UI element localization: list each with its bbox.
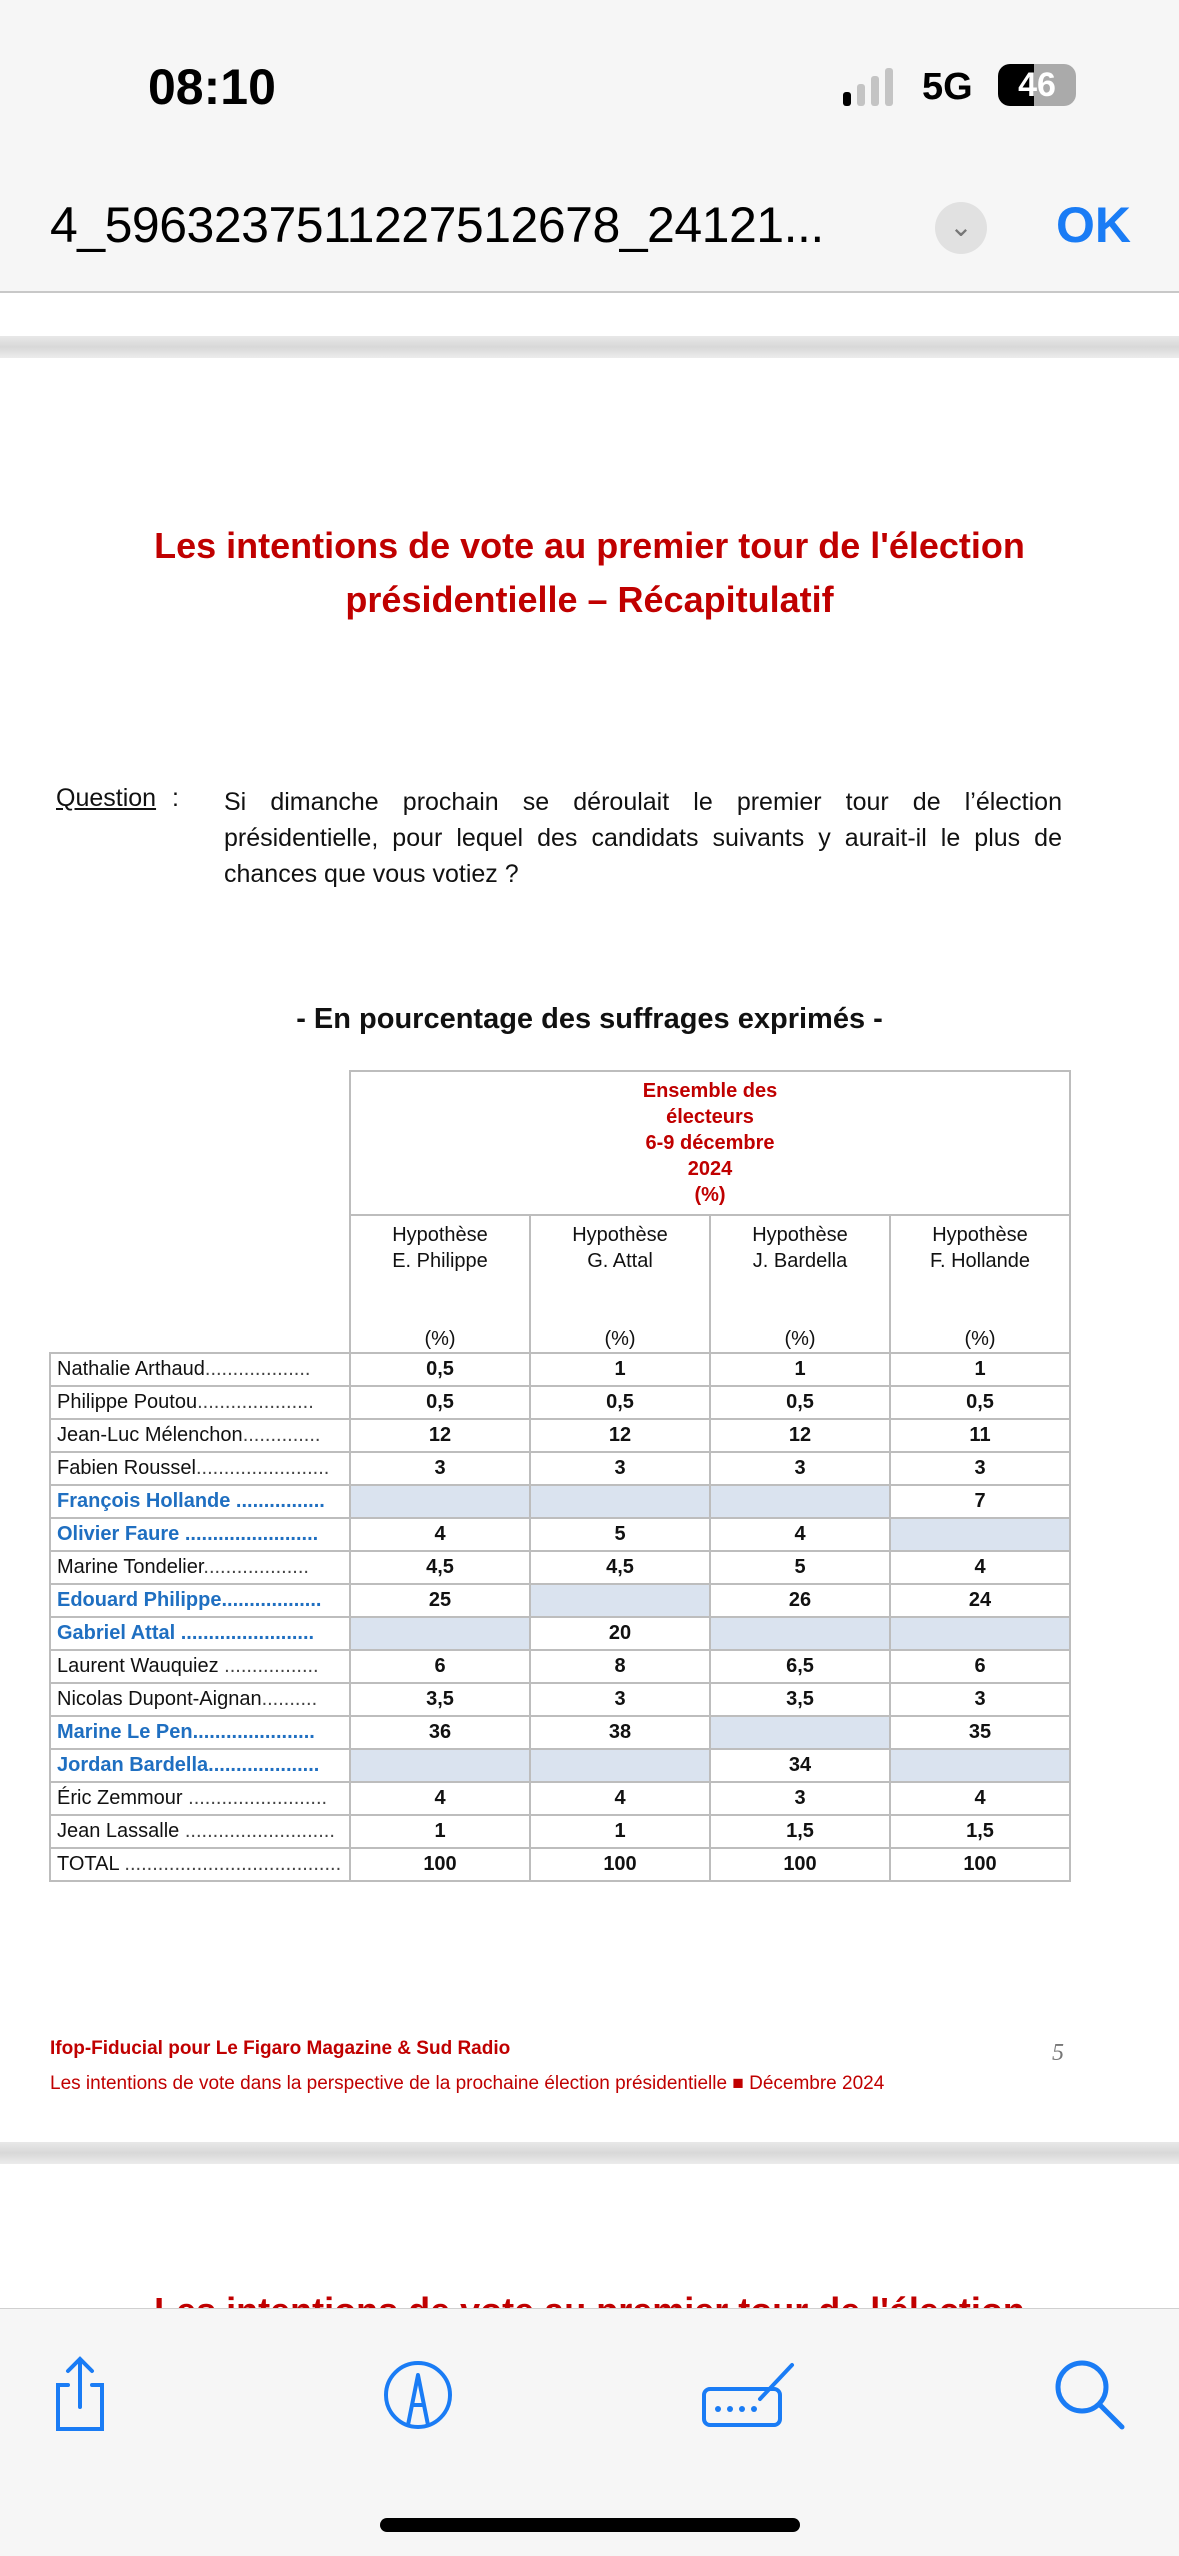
candidate-label: Marine Le Pen — [57, 1721, 193, 1743]
table-row — [50, 1386, 1070, 1419]
leader-dots: ........................... — [179, 1820, 335, 1842]
value-cell — [530, 1584, 710, 1617]
network-type: 5G — [922, 66, 973, 108]
value-cell: 100 — [350, 1848, 530, 1881]
table-row — [50, 1419, 1070, 1452]
page-title-line2: présidentielle – Récapitulatif — [345, 579, 834, 620]
value-cell: 3 — [350, 1452, 530, 1485]
value-cell: 7 — [890, 1485, 1070, 1518]
footer-date: Décembre 2024 — [749, 2073, 885, 2094]
footer-text: Les intentions de vote dans la perspective de la prochaine élection présidentielle — [50, 2073, 728, 2094]
leader-dots: .............. — [242, 1424, 321, 1446]
value-cell: 35 — [890, 1716, 1070, 1749]
group-header-line: (%) — [694, 1184, 726, 1206]
candidate-name — [50, 1683, 350, 1716]
value-cell: 12 — [710, 1419, 890, 1452]
document-filename[interactable]: 4_5963237511227512678_24121... — [50, 197, 824, 253]
candidate-name — [50, 1419, 350, 1452]
column-header — [710, 1215, 890, 1353]
value-cell: 6 — [350, 1650, 530, 1683]
candidate-name — [50, 1518, 350, 1551]
candidate-label: Laurent Wauquiez — [57, 1655, 219, 1677]
table-row — [50, 1650, 1070, 1683]
column-header-line: G. Attal — [587, 1250, 653, 1272]
column-header — [890, 1215, 1070, 1353]
value-cell: 26 — [710, 1584, 890, 1617]
column-header-line: E. Philippe — [392, 1250, 488, 1272]
table-row — [50, 1749, 1070, 1782]
value-cell: 12 — [350, 1419, 530, 1452]
candidate-label: Jean-Luc Mélenchon — [57, 1424, 243, 1446]
vote-intentions-table — [49, 1070, 1071, 1882]
leader-dots: ......................... — [182, 1787, 328, 1809]
table-row — [50, 1353, 1070, 1386]
value-cell: 5 — [710, 1551, 890, 1584]
candidate-name — [50, 1485, 350, 1518]
column-header-line: Hypothèse — [392, 1224, 488, 1246]
value-cell: 8 — [530, 1650, 710, 1683]
home-indicator[interactable] — [380, 2518, 800, 2532]
candidate-label: Nathalie Arthaud — [57, 1358, 205, 1380]
candidate-label: Gabriel Attal — [57, 1622, 176, 1644]
value-cell — [350, 1617, 530, 1650]
candidate-name — [50, 1848, 350, 1881]
value-cell: 4 — [350, 1782, 530, 1815]
value-cell: 100 — [530, 1848, 710, 1881]
blank-corner — [50, 1071, 350, 1215]
leader-dots: ................ — [230, 1490, 325, 1512]
value-cell: 3 — [530, 1452, 710, 1485]
value-cell: 4 — [350, 1518, 530, 1551]
value-cell: 1 — [530, 1353, 710, 1386]
candidate-label: Éric Zemmour — [57, 1787, 183, 1809]
column-unit: (%) — [784, 1328, 816, 1350]
value-cell: 11 — [890, 1419, 1070, 1452]
candidate-name — [50, 1353, 350, 1386]
value-cell: 6,5 — [710, 1650, 890, 1683]
candidate-label: Nicolas Dupont-Aignan — [57, 1688, 262, 1710]
leader-dots: ................. — [218, 1655, 319, 1677]
value-cell: 20 — [530, 1617, 710, 1650]
value-cell: 100 — [890, 1848, 1070, 1881]
value-cell: 1,5 — [890, 1815, 1070, 1848]
value-cell: 4 — [890, 1551, 1070, 1584]
candidate-name — [50, 1551, 350, 1584]
footer-source: Ifop-Fiducial pour Le Figaro Magazine & Sud Radio — [50, 2038, 511, 2059]
candidate-name — [50, 1452, 350, 1485]
table-row — [50, 1815, 1070, 1848]
value-cell: 4 — [890, 1782, 1070, 1815]
column-header — [350, 1215, 530, 1353]
column-header — [530, 1215, 710, 1353]
signature-keyboard-icon[interactable] — [700, 2355, 800, 2435]
value-cell: 0,5 — [350, 1386, 530, 1419]
value-cell: 5 — [530, 1518, 710, 1551]
page-number: 5 — [1052, 2040, 1064, 2066]
value-cell: 38 — [530, 1716, 710, 1749]
search-icon[interactable] — [1050, 2355, 1130, 2435]
value-cell: 100 — [710, 1848, 890, 1881]
share-icon[interactable] — [40, 2355, 120, 2435]
leader-dots: ...................... — [192, 1721, 315, 1743]
markup-icon[interactable] — [378, 2355, 458, 2435]
value-cell: 3 — [890, 1683, 1070, 1716]
table-row — [50, 1551, 1070, 1584]
candidate-label: François Hollande — [57, 1490, 231, 1512]
value-cell: 3,5 — [710, 1683, 890, 1716]
value-cell: 4,5 — [350, 1551, 530, 1584]
value-cell: 1,5 — [710, 1815, 890, 1848]
column-header-line: Hypothèse — [932, 1224, 1028, 1246]
value-cell: 4 — [710, 1518, 890, 1551]
value-cell: 3 — [710, 1782, 890, 1815]
value-cell — [350, 1749, 530, 1782]
leader-dots: ........................ — [179, 1523, 319, 1545]
value-cell: 0,5 — [530, 1386, 710, 1419]
leader-dots: ........................ — [195, 1457, 330, 1479]
candidate-label: Olivier Faure — [57, 1523, 180, 1545]
value-cell: 1 — [350, 1815, 530, 1848]
footer-description — [50, 2073, 884, 2095]
blank-corner — [50, 1215, 350, 1353]
value-cell — [350, 1485, 530, 1518]
table-row — [50, 1485, 1070, 1518]
leader-dots: ....................................... — [118, 1853, 342, 1875]
column-header-line: F. Hollande — [929, 1250, 1031, 1272]
candidate-name — [50, 1782, 350, 1815]
group-header-line: Ensemble des — [642, 1080, 778, 1102]
table-subtitle: - En pourcentage des suffrages exprimés - — [296, 1003, 883, 1035]
value-cell: 1 — [530, 1815, 710, 1848]
signal-icon — [843, 68, 893, 106]
question-text: Si dimanche prochain se déroulait le premier tour de l’élection présidentielle, pour lequel des candidats suivants y aurait-il le plus de chances que vous votiez ? — [224, 788, 1062, 888]
leader-dots: .................... — [208, 1754, 320, 1776]
table-row — [50, 1617, 1070, 1650]
status-time: 08:10 — [148, 59, 276, 115]
battery-icon: 46 — [998, 64, 1076, 106]
value-cell: 3 — [890, 1452, 1070, 1485]
leader-dots: ................... — [204, 1358, 311, 1380]
value-cell — [890, 1518, 1070, 1551]
candidate-label: Philippe Poutou — [57, 1391, 198, 1413]
page-title-line1: Les intentions de vote au premier tour de l'élection — [154, 525, 1025, 566]
column-header-line: J. Bardella — [752, 1250, 848, 1272]
value-cell — [530, 1749, 710, 1782]
table-row — [50, 1584, 1070, 1617]
candidate-name — [50, 1584, 350, 1617]
group-header — [350, 1071, 1070, 1215]
value-cell: 12 — [530, 1419, 710, 1452]
leader-dots: ........................ — [175, 1622, 315, 1644]
value-cell: 1 — [890, 1353, 1070, 1386]
value-cell: 0,5 — [350, 1353, 530, 1386]
group-header-line: 2024 — [687, 1158, 733, 1180]
ok-button[interactable]: OK — [1056, 197, 1131, 253]
value-cell: 3 — [710, 1452, 890, 1485]
candidate-label: Edouard Philippe — [57, 1589, 222, 1611]
column-unit: (%) — [424, 1328, 456, 1350]
candidate-name — [50, 1617, 350, 1650]
value-cell — [710, 1485, 890, 1518]
column-unit: (%) — [964, 1328, 996, 1350]
value-cell: 25 — [350, 1584, 530, 1617]
candidate-label: Jordan Bardella — [57, 1754, 209, 1776]
value-cell: 4,5 — [530, 1551, 710, 1584]
value-cell — [710, 1617, 890, 1650]
value-cell: 0,5 — [710, 1386, 890, 1419]
leader-dots: .......... — [261, 1688, 318, 1710]
next-page-title — [0, 2284, 1179, 2308]
value-cell: 6 — [890, 1650, 1070, 1683]
value-cell: 34 — [710, 1749, 890, 1782]
candidate-name — [50, 1716, 350, 1749]
candidate-label: Fabien Roussel — [57, 1457, 196, 1479]
group-header-line: électeurs — [666, 1106, 754, 1128]
value-cell — [530, 1485, 710, 1518]
page-separator — [0, 336, 1179, 358]
chevron-down-icon[interactable]: ⌄ — [935, 202, 987, 254]
footer-square: ■ — [732, 2073, 744, 2094]
table-row — [50, 1518, 1070, 1551]
question-label: Question — [56, 784, 157, 812]
candidate-name — [50, 1386, 350, 1419]
candidate-label: Marine Tondelier — [57, 1556, 204, 1578]
page-separator — [0, 2142, 1179, 2164]
value-cell: 0,5 — [890, 1386, 1070, 1419]
value-cell — [710, 1716, 890, 1749]
column-header-line: Hypothèse — [752, 1224, 848, 1246]
leader-dots: .................. — [221, 1589, 322, 1611]
candidate-label: Jean Lassalle — [57, 1820, 180, 1842]
table-row — [50, 1848, 1070, 1881]
value-cell: 1 — [710, 1353, 890, 1386]
value-cell: 4 — [530, 1782, 710, 1815]
candidate-name — [50, 1815, 350, 1848]
value-cell: 3 — [530, 1683, 710, 1716]
candidate-label: TOTAL — [57, 1853, 119, 1875]
group-header-line: 6-9 décembre — [645, 1132, 775, 1154]
table-row — [50, 1782, 1070, 1815]
leader-dots: ..................... — [197, 1391, 314, 1413]
table-row — [50, 1716, 1070, 1749]
table-row — [50, 1683, 1070, 1716]
leader-dots: ................... — [203, 1556, 309, 1578]
column-header-line: Hypothèse — [572, 1224, 668, 1246]
value-cell: 36 — [350, 1716, 530, 1749]
value-cell: 3,5 — [350, 1683, 530, 1716]
value-cell: 24 — [890, 1584, 1070, 1617]
question-colon: : — [172, 784, 179, 812]
candidate-name — [50, 1749, 350, 1782]
candidate-name — [50, 1650, 350, 1683]
column-unit: (%) — [604, 1328, 636, 1350]
value-cell — [890, 1749, 1070, 1782]
table-row — [50, 1452, 1070, 1485]
value-cell — [890, 1617, 1070, 1650]
